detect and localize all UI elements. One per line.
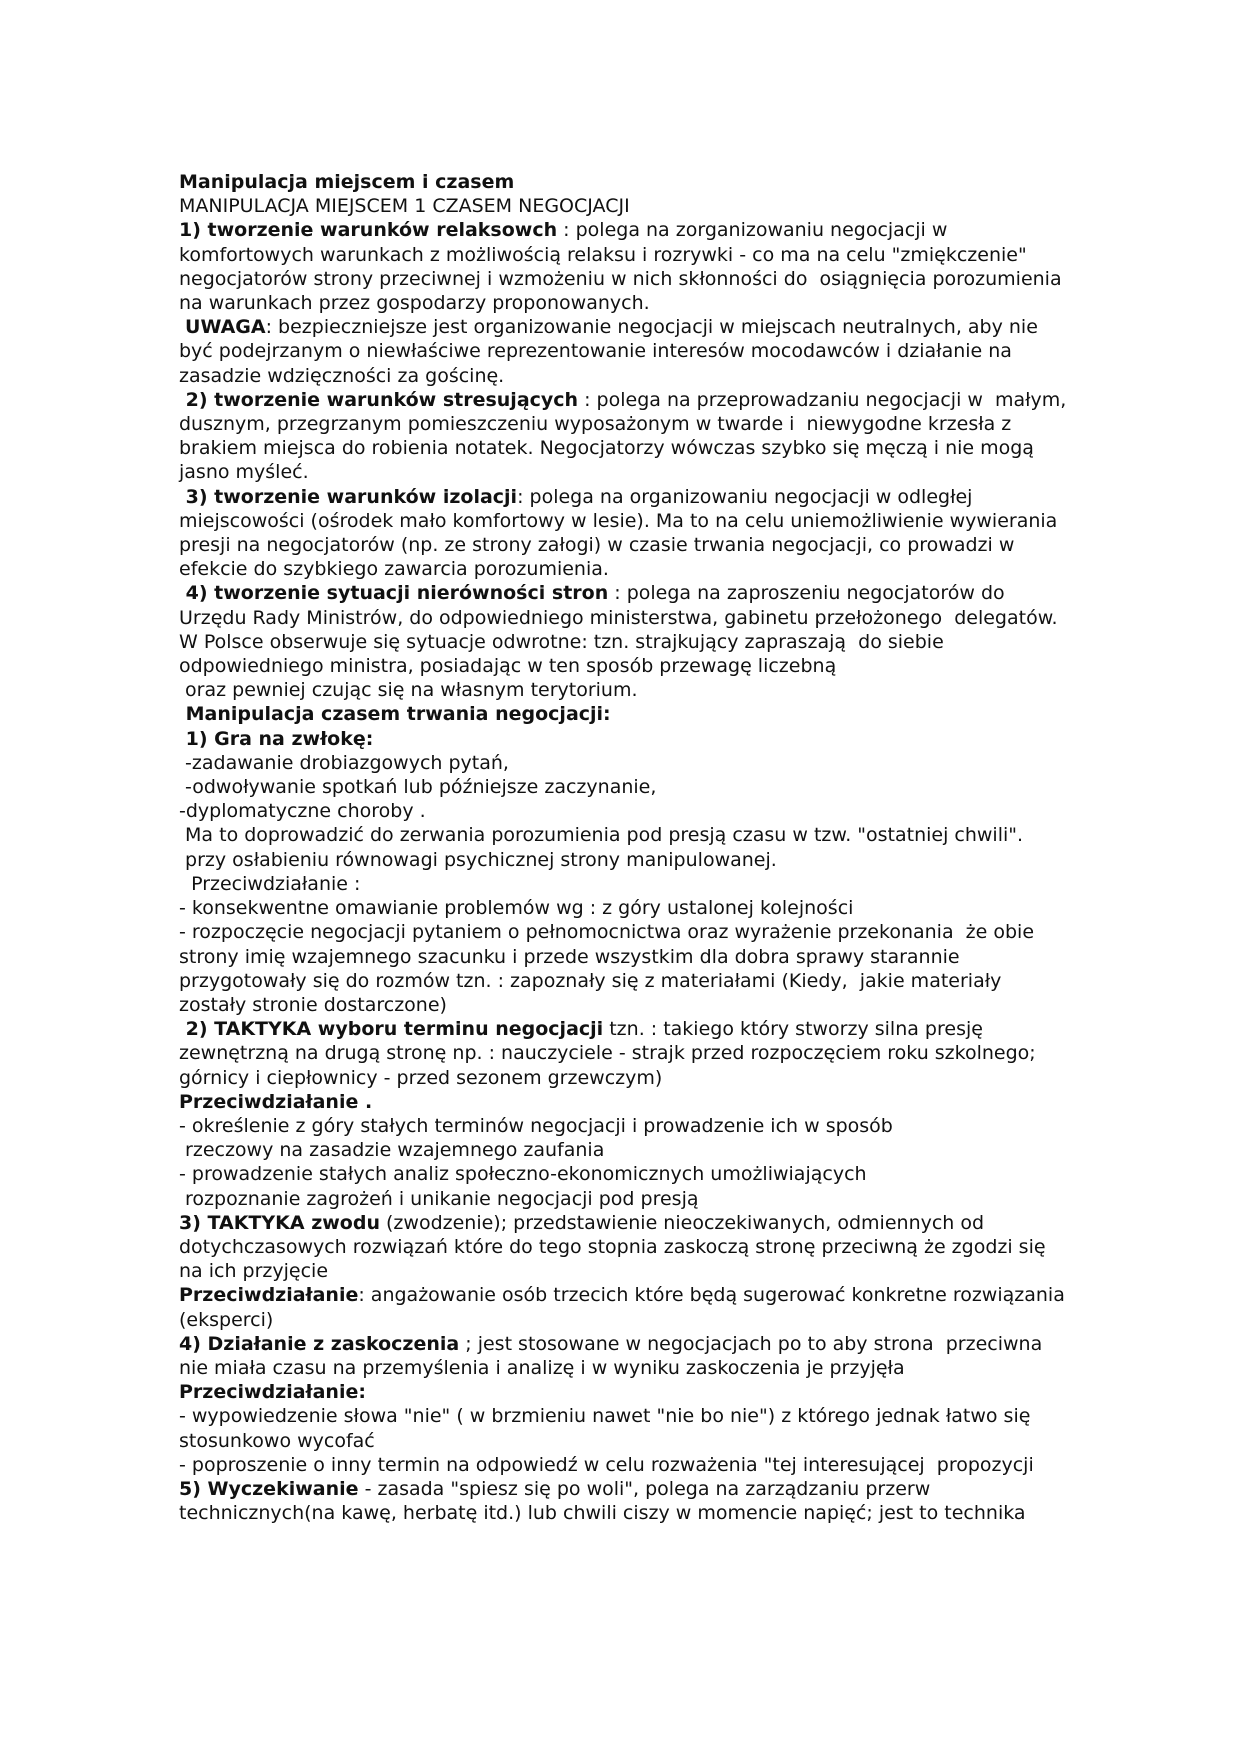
text-run: - konsekwentne omawianie problemów wg : z góry ustalonej kolejności xyxy=(179,897,854,920)
text-line xyxy=(179,1017,1179,1041)
text-line xyxy=(179,1090,1179,1114)
text-line xyxy=(179,993,1179,1017)
text-run: : polega na przeprowadzaniu negocjacji w małym, xyxy=(578,388,1067,411)
text-line xyxy=(179,751,1179,775)
bold-text-run: 4) tworzenie sytuacji nierówności stron xyxy=(179,582,609,605)
text-line xyxy=(179,1259,1179,1283)
text-line xyxy=(179,460,1179,484)
text-run: miejscowości (ośrodek mało komfortowy w lesie). Ma to na celu uniemożliwienie wywierania xyxy=(179,509,1058,532)
text-run: stosunkowo wycofać xyxy=(179,1429,375,1452)
bold-text-run: 1) Gra na zwłokę: xyxy=(179,727,374,750)
text-line xyxy=(179,509,1179,533)
text-line xyxy=(179,1138,1179,1162)
text-line xyxy=(179,1162,1179,1186)
text-line xyxy=(179,1477,1179,1501)
text-line xyxy=(179,945,1179,969)
text-line xyxy=(179,557,1179,581)
text-run: -odwoływanie spotkań lub późniejsze zaczynanie, xyxy=(179,776,657,799)
text-line xyxy=(179,170,1179,194)
text-run: technicznych(na kawę, herbatę itd.) lub chwili ciszy w momencie napięć; jest to technika xyxy=(179,1502,1026,1525)
text-run: (eksperci) xyxy=(179,1308,274,1331)
text-run: tzn. : takiego który stworzy silna presję xyxy=(603,1018,983,1041)
text-run: górnicy i ciepłownicy - przed sezonem grzewczym) xyxy=(179,1066,663,1089)
text-line xyxy=(179,702,1179,726)
text-run: dotychczasowych rozwiązań które do tego stopnia zaskoczą stronę przeciwną że zgodzi się xyxy=(179,1235,1046,1258)
text-run: : angażowanie osób trzecich które będą sugerować konkretne rozwiązania xyxy=(358,1284,1065,1307)
text-line xyxy=(179,291,1179,315)
text-line xyxy=(179,896,1179,920)
text-run: - prowadzenie stałych analiz społeczno-ekonomicznych umożliwiających xyxy=(179,1163,867,1186)
text-line xyxy=(179,1404,1179,1428)
bold-text-run: 5) Wyczekiwanie xyxy=(179,1477,359,1500)
text-run: jasno myśleć. xyxy=(179,461,309,484)
text-line xyxy=(179,920,1179,944)
bold-text-run: 1) tworzenie warunków relaksowch xyxy=(179,219,558,242)
text-line xyxy=(179,1235,1179,1259)
text-run: rozpoznanie zagrożeń i unikanie negocjacji pod presją xyxy=(179,1187,699,1210)
text-run: zostały stronie dostarczone) xyxy=(179,993,447,1016)
text-line xyxy=(179,485,1179,509)
text-line xyxy=(179,533,1179,557)
text-line xyxy=(179,678,1179,702)
text-run: być podejrzanym o niewłaściwe reprezentowanie interesów mocodawców i działanie na xyxy=(179,340,1012,363)
bold-text-run: 2) TAKTYKA wyboru terminu negocjacji xyxy=(179,1018,604,1041)
text-run: rzeczowy na zasadzie wzajemnego zaufania xyxy=(179,1139,605,1162)
text-line xyxy=(179,364,1179,388)
text-line xyxy=(179,799,1179,823)
bold-text-run: 3) TAKTYKA zwodu xyxy=(179,1211,380,1234)
text-line xyxy=(179,1114,1179,1138)
text-run: - rozpoczęcie negocjacji pytaniem o pełnomocnictwa oraz wyrażenie przekonania że obie xyxy=(179,921,1035,944)
text-line xyxy=(179,1211,1179,1235)
bold-text-run: Przeciwdziałanie xyxy=(179,1284,359,1307)
text-run: nie miała czasu na przemyślenia i analizę i w wyniku zaskoczenia je przyjęła xyxy=(179,1356,905,1379)
text-line xyxy=(179,606,1179,630)
text-run: -dyplomatyczne choroby . xyxy=(179,800,426,823)
text-line xyxy=(179,388,1179,412)
bold-text-run: UWAGA xyxy=(185,316,266,339)
text-line xyxy=(179,775,1179,799)
text-line xyxy=(179,339,1179,363)
text-run: odpowiedniego ministra, posiadając w ten sposób przewagę liczebną xyxy=(179,655,837,678)
text-run: brakiem miejsca do robienia notatek. Negocjatorzy wówczas szybko się męczą i nie mogą xyxy=(179,437,1034,460)
text-run: -zadawanie drobiazgowych pytań, xyxy=(179,751,509,774)
text-run: MANIPULACJA MIEJSCEM 1 CZASEM NEGOCJACJI xyxy=(179,195,630,218)
text-run: Ma to doprowadzić do zerwania porozumienia pod presją czasu w tzw. "ostatniej chwili". xyxy=(179,824,1024,847)
text-run: - poproszenie o inny termin na odpowiedź w celu rozważenia "tej interesującej propozycji xyxy=(179,1453,1034,1476)
text-run: Przeciwdziałanie : xyxy=(179,872,361,895)
text-run: zewnętrzną na drugą stronę np. : nauczyciele - strajk przed rozpoczęciem roku szkolnego; xyxy=(179,1042,1036,1065)
text-run: zasadzie wdzięczności za gościnę. xyxy=(179,364,505,387)
text-line xyxy=(179,1283,1179,1307)
text-line xyxy=(179,436,1179,460)
bold-text-run: Manipulacja czasem trwania negocjacji: xyxy=(179,703,611,726)
bold-text-run: 4) Działanie z zaskoczenia xyxy=(179,1332,460,1355)
text-line xyxy=(179,1041,1179,1065)
document-body xyxy=(179,170,1179,1525)
text-run: na ich przyjęcie xyxy=(179,1260,329,1283)
text-run: : polega na zorganizowaniu negocjacji w xyxy=(557,219,948,242)
text-run: (zwodzenie); przedstawienie nieoczekiwanych, odmiennych od xyxy=(379,1211,985,1234)
text-run: : polega na organizowaniu negocjacji w odległej xyxy=(517,485,973,508)
text-line xyxy=(179,1429,1179,1453)
bold-text-run: Manipulacja miejscem i czasem xyxy=(179,171,515,193)
text-line xyxy=(179,194,1179,218)
text-line xyxy=(179,267,1179,291)
text-line xyxy=(179,969,1179,993)
bold-text-run: 3) tworzenie warunków izolacji xyxy=(179,485,518,508)
bold-text-run: Przeciwdziałanie: xyxy=(179,1381,366,1404)
text-line xyxy=(179,1308,1179,1332)
bold-text-run: 2) tworzenie warunków stresujących xyxy=(179,388,579,411)
text-run: Urzędu Rady Ministrów, do odpowiedniego ministerstwa, gabinetu przełożonego delegatów. xyxy=(179,606,1058,629)
text-line xyxy=(179,315,1179,339)
text-line xyxy=(179,1187,1179,1211)
text-run: komfortowych warunkach z możliwością relaksu i rozrywki - co ma na celu "zmiękczenie" xyxy=(179,243,1027,266)
text-run: efekcie do szybkiego zawarcia porozumienia. xyxy=(179,558,609,581)
text-line xyxy=(179,1356,1179,1380)
text-line xyxy=(179,581,1179,605)
text-line xyxy=(179,1501,1179,1525)
text-run: negocjatorów strony przeciwnej i wzmożeniu w nich skłonności do osiągnięcia porozumienia xyxy=(179,267,1062,290)
text-run: : polega na zaproszeniu negocjatorów do xyxy=(608,582,1005,605)
text-run: przy osłabieniu równowagi psychicznej strony manipulowanej. xyxy=(179,848,777,871)
text-run: W Polsce obserwuje się sytuacje odwrotne: tzn. strajkujący zapraszają do siebie xyxy=(179,630,944,653)
text-line xyxy=(179,1380,1179,1404)
text-line xyxy=(179,243,1179,267)
text-line xyxy=(179,1332,1179,1356)
text-line xyxy=(179,412,1179,436)
text-line xyxy=(179,630,1179,654)
text-run: presji na negocjatorów (np. ze strony załogi) w czasie trwania negocjacji, co prowadzi w xyxy=(179,534,1015,557)
text-line xyxy=(179,848,1179,872)
text-run: - zasada "spiesz się po woli", polega na zarządzaniu przerw xyxy=(358,1477,931,1500)
text-run: ; jest stosowane w negocjacjach po to aby strona przeciwna xyxy=(459,1332,1043,1355)
text-line xyxy=(179,218,1179,242)
text-line xyxy=(179,1453,1179,1477)
text-run: strony imię wzajemnego szacunku i przede wszystkim dla dobra sprawy starannie xyxy=(179,945,960,968)
text-line xyxy=(179,1066,1179,1090)
text-run: : bezpieczniejsze jest organizowanie negocjacji w miejscach neutralnych, aby nie xyxy=(265,316,1038,339)
text-line xyxy=(179,654,1179,678)
text-run: - wypowiedzenie słowa "nie" ( w brzmieniu nawet "nie bo nie") z którego jednak łatwo się xyxy=(179,1405,1031,1428)
text-run: przygotowały się do rozmów tzn. : zapoznały się z materiałami (Kiedy, jakie materiały xyxy=(179,969,1002,992)
bold-text-run: Przeciwdziałanie . xyxy=(179,1090,373,1113)
text-run: oraz pewniej czując się na własnym terytorium. xyxy=(179,679,638,702)
text-line xyxy=(179,823,1179,847)
text-run: - określenie z góry stałych terminów negocjacji i prowadzenie ich w sposób xyxy=(179,1114,893,1137)
text-line xyxy=(179,727,1179,751)
text-line xyxy=(179,872,1179,896)
text-run: dusznym, przegrzanym pomieszczeniu wyposażonym w twarde i niewygodne krzesła z xyxy=(179,413,1012,436)
text-run: na warunkach przez gospodarzy proponowanych. xyxy=(179,292,650,315)
